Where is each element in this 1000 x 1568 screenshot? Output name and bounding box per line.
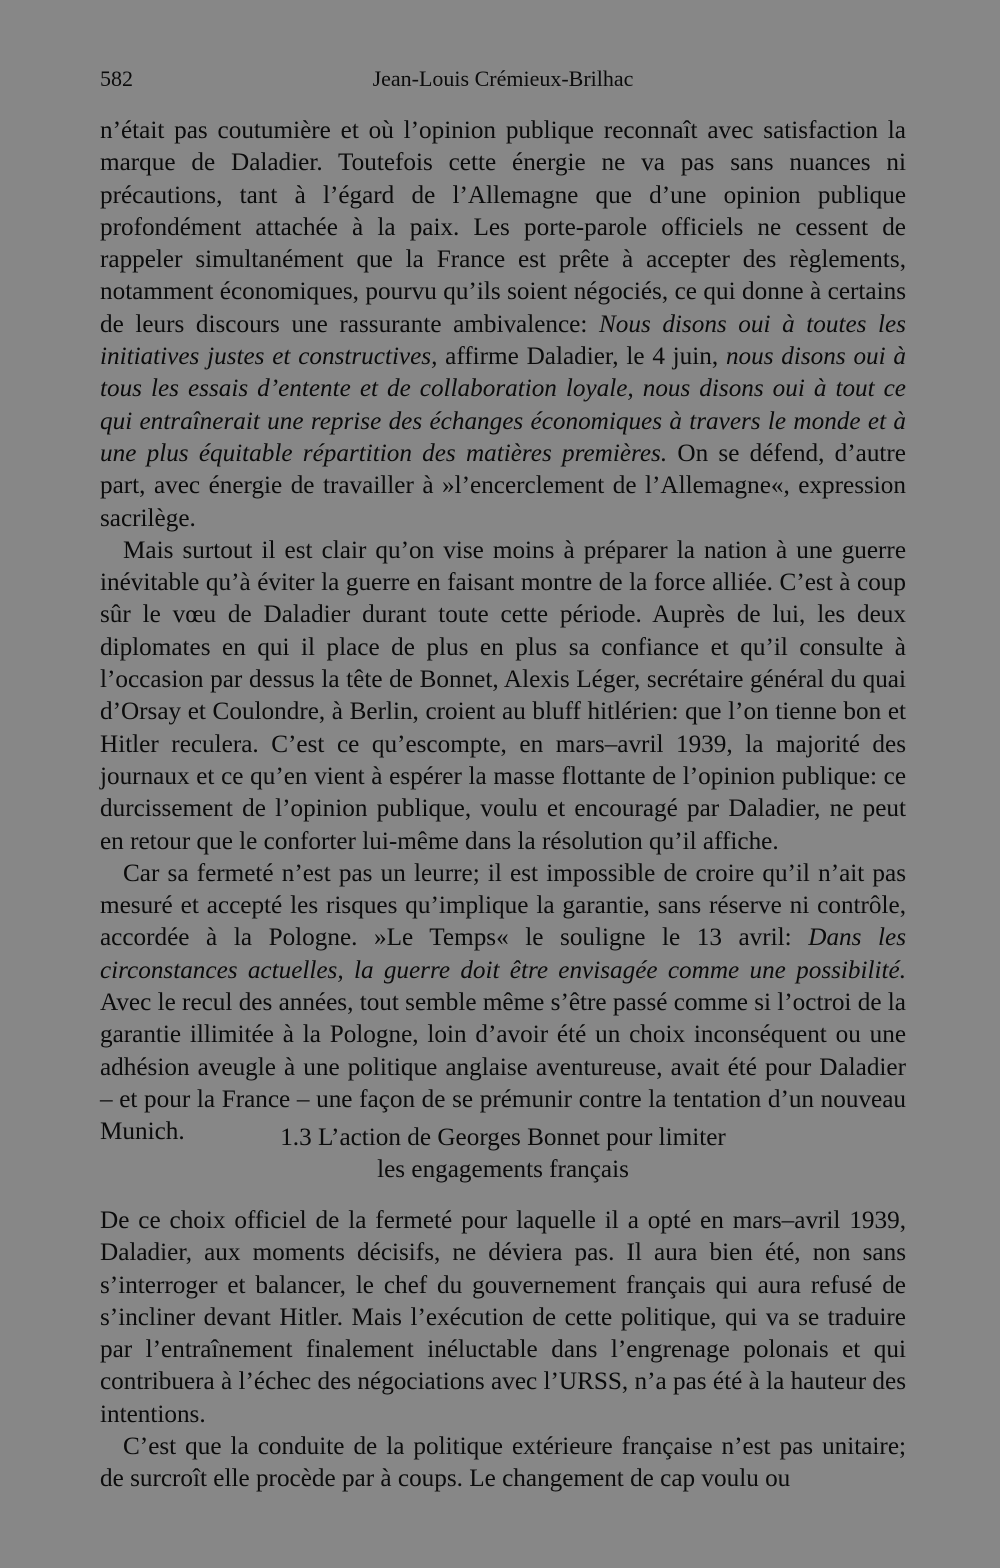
paragraph bbox=[100, 1205, 906, 1431]
section-body-text bbox=[100, 1205, 906, 1496]
text-run: Avec le recul des années, tout semble même s’être passé comme si l’octroi de la garantie illimitée à la Pologne, loin d’avoir été un choix inconséquent ou une adhésion aveugle à une politique anglaise aventureuse, avait été pour Daladier – et pour la France – une façon de se prémunir contre la tentation d’un nouveau Munich. bbox=[100, 989, 906, 1146]
section-heading-line: 1.3 L’action de Georges Bonnet pour limiter bbox=[280, 1124, 726, 1151]
italic-quote: Nous disons oui à toutes les initiatives justes et constructives, bbox=[100, 310, 906, 371]
italic-quote: nous disons oui à tous les essais d’entente et de collaboration loyale, nous disons oui à tout ce qui entraînerait une reprise des échanges économiques à travers le monde et à une plus équitable répartition des matières premières. bbox=[100, 343, 906, 467]
text-run: Mais surtout il est clair qu’on vise moins à préparer la nation à une guerre inévitable qu’à éviter la guerre en faisant montre de la force alliée. C’est à coup sûr le vœu de Daladier durant toute cette période. Auprès de lui, les deux diplomates en qui il place de plus en plus sa confiance et qu’il consulte à l’occasion par dessus la tête de Bonnet, Alexis Léger, secrétaire général du quai d’Orsay et Coulondre, à Berlin, croient au bluff hitlérien: que l’on tienne bon et Hitler reculera. C’est ce qu’escompte, en mars–avril 1939, la majorité des journaux et ce qu’en vient à espérer la masse flottante de l’opinion publique: ce durcissement de l’opinion publique, voulu et encouragé par Daladier, ne peut en retour que le conforter lui-même dans la résolution qu’il affiche. bbox=[100, 536, 906, 855]
text-run: De ce choix officiel de la fermeté pour laquelle il a opté en mars–avril 1939, Daladier, aux moments décisifs, ne déviera pas. Il aura bien été, non sans s’interroger et balancer, le chef du gouvernement français qui aura refusé de s’incliner devant Hitler. Mais l’exécution de cette politique, qui va se traduire par l’entraînement finalement inéluctable dans l’engrenage polonais et qui contribuera à l’échec des négociations avec l’URSS, n’a pas été à la hauteur des intentions. bbox=[100, 1207, 906, 1428]
running-title: Jean-Louis Crémieux-Brilhac bbox=[372, 66, 634, 91]
italic-quote: Dans les circonstances actuelles, la guerre doit être envisagée comme une possibilité. bbox=[100, 924, 906, 984]
body-text bbox=[100, 115, 906, 1149]
text-run: Car sa fermeté n’est pas un leurre; il est impossible de croire qu’il n’ait pas mesuré et accepté les risques qu’implique la garantie, sans réserve ni contrôle, accordée à la Pologne. »Le Temps« le souligne le 13 avril: bbox=[100, 859, 906, 952]
paragraph bbox=[100, 858, 906, 1149]
paragraph bbox=[100, 1431, 906, 1496]
text-run: C’est que la conduite de la politique extérieure française n’est pas unitaire; de surcroît elle procède par à coups. Le changement de cap voulu ou bbox=[100, 1433, 906, 1493]
page-header bbox=[100, 64, 906, 94]
text-run: affirme Daladier, le 4 juin, bbox=[437, 343, 726, 371]
paragraph bbox=[100, 115, 906, 535]
section-heading-line: les engagements français bbox=[377, 1156, 629, 1183]
text-run: n’était pas coutumière et où l’opinion publique reconnaît avec satisfaction la marque de Daladier. Toutefois cette énergie ne va pas sans nuances ni précautions, tant à l’égard de l’Allemagne que d’une opinion publique profondément attachée à la paix. Les porte-parole officiels ne cessent de rappeler simultanément que la France est prête à accepter des règlements, notamment économiques, pourvu qu’ils soient négociés, ce qui donne à certains de leurs discours une rassurante ambivalence: bbox=[100, 117, 906, 338]
text-run: On se défend, d’autre part, avec énergie de travailler à »l’encerclement de l’Allemagne«, expression sacrilège. bbox=[100, 439, 906, 532]
section-heading bbox=[100, 1122, 906, 1186]
paragraph bbox=[100, 535, 906, 858]
page-number: 582 bbox=[100, 66, 133, 91]
